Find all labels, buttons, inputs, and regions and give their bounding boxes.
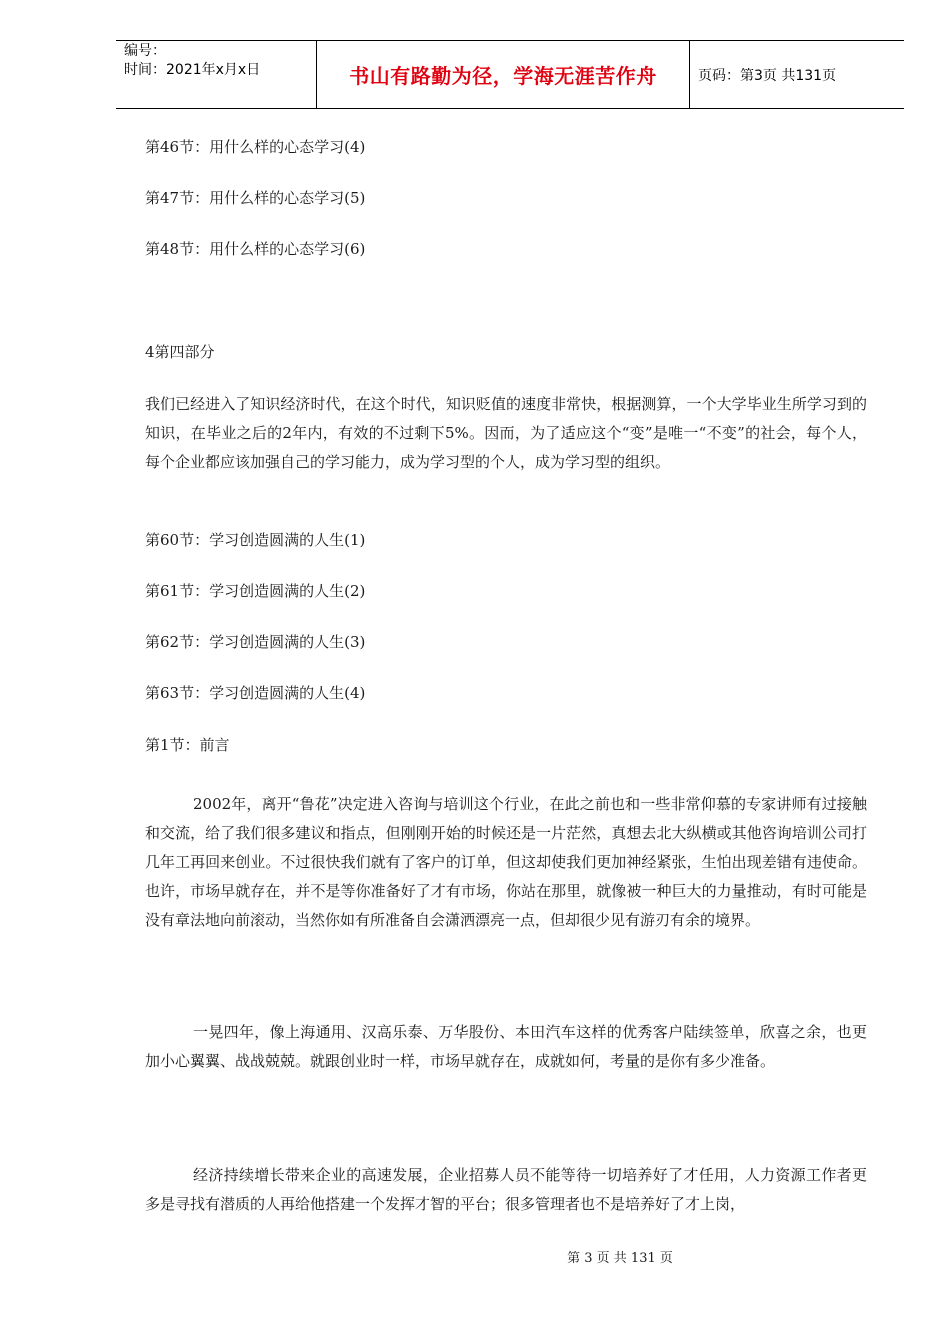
section-heading-62: 第62节：学习创造圆满的人生(3) [145, 633, 366, 651]
body-paragraph-2: 一晃四年，像上海通用、汉高乐泰、万华股份、本田汽车这样的优秀客户陆续签单，欣喜之余，也更加小心翼翼、战战兢兢。就跟创业时一样，市场早就存在，成就如何，考量的是你有多少准备。 [145, 1023, 867, 1070]
part-title: 4第四部分 [145, 343, 215, 361]
page-footer: 第 3 页 共 131 页 [567, 1251, 673, 1266]
section-heading-47: 第47节：用什么样的心态学习(5) [145, 189, 366, 207]
section-heading-63: 第63节：学习创造圆满的人生(4) [145, 684, 366, 702]
date-label: 时间：2021年x月x日 [124, 62, 261, 78]
section-heading-60: 第60节：学习创造圆满的人生(1) [145, 531, 366, 549]
section-heading-61: 第61节：学习创造圆满的人生(2) [145, 582, 366, 600]
part-intro-paragraph: 我们已经进入了知识经济时代，在这个时代，知识贬值的速度非常快，根据测算，一个大学毕业生所学习到的知识，在毕业之后的2年内，有效的不过剩下5%。因而，为了适应这个“变”是唯一“不变”的社会，每个人，每个企业都应该加强自己的学习能力，成为学习型的个人，成为学习型的组织。 [145, 395, 867, 471]
header-motto: 书山有路勤为径，学海无涯苦作舟 [316, 41, 690, 108]
serial-label: 编号： [124, 43, 166, 59]
header-meta [116, 41, 316, 108]
section-heading-46: 第46节：用什么样的心态学习(4) [145, 138, 366, 156]
header-page-info: 页码：第3页 共131页 [698, 67, 837, 84]
body-paragraph-1: 2002年，离开“鲁花”决定进入咨询与培训这个行业，在此之前也和一些非常仰慕的专家讲师有过接触和交流，给了我们很多建议和指点，但刚刚开始的时候还是一片茫然，真想去北大纵横或其他咨询培训公司打几年工再回来创业。不过很快我们就有了客户的订单，但这却使我们更加神经紧张，生怕出现差错有违使命。也许，市场早就存在，并不是等你准备好了才有市场，你站在那里，就像被一种巨大的力量推动，有时可能是没有章法地向前滚动，当然你如有所准备自会潇洒漂亮一点，但却很少见有游刃有余的境界。 [145, 795, 867, 929]
body-paragraph-3: 经济持续增长带来企业的高速发展，企业招募人员不能等待一切培养好了才任用，人力资源工作者更多是寻找有潜质的人再给他搭建一个发挥才智的平台；很多管理者也不是培养好了才上岗， [145, 1166, 867, 1213]
section-heading-1: 第1节：前言 [145, 736, 230, 754]
section-heading-48: 第48节：用什么样的心态学习(6) [145, 240, 366, 258]
page-header [116, 40, 904, 109]
